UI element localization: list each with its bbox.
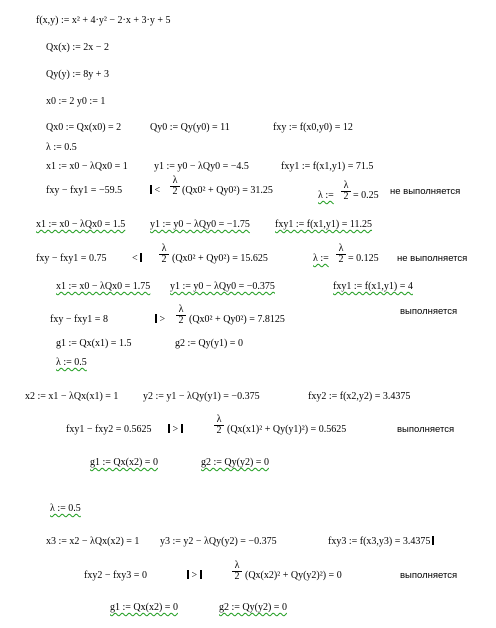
fxy2-step: fxy2 := f(x2,y2) = 3.4375 (308, 391, 411, 402)
difference-2: fxy − fxy1 = 0.75 (36, 253, 107, 264)
lambda-reset-1: λ := 0.5 (56, 357, 87, 368)
difference-1: fxy − fxy1 = −59.5 (46, 185, 123, 196)
lambda-update-b: λ := (313, 253, 329, 264)
status-satisfied-5: выполняется (400, 570, 458, 581)
lambda-update-a-value: = 0.25 (353, 190, 379, 201)
half-lambda-fraction-4: $\frac{\lambda}{2}$ (214, 415, 224, 436)
compare-3: > (155, 314, 165, 326)
y1-step-b: y1 := y0 − λQy0 = −1.75 (150, 219, 250, 230)
half-lambda-fraction-3: $\frac{\lambda}{2}$ (176, 305, 186, 326)
qy-definition: Qy(y) := 8y + 3 (46, 69, 109, 80)
status-satisfied-3: выполняется (400, 306, 458, 317)
rhs-5: (Qx(x2)² + Qy(y2)²) = 0 (245, 570, 342, 581)
x1-step-b: x1 := x0 − λQx0 = 1.5 (36, 219, 126, 230)
function-definition: f(x,y) := x² + 4·y² − 2·x + 3·y + 5 (36, 15, 171, 26)
status-not-satisfied-1: не выполняется (390, 186, 461, 197)
y2-step: y2 := y1 − λQy(y1) = −0.375 (143, 391, 260, 402)
compare-4: > (168, 424, 183, 436)
lambda-initial: λ := 0.5 (46, 142, 77, 153)
half-lambda-fraction-2: $\frac{\lambda}{2}$ (159, 244, 169, 265)
y1-step-c: y1 := y0 − λQy0 = −0.375 (170, 281, 275, 292)
initial-point: x0 := 2 y0 := 1 (46, 96, 106, 107)
rhs-3: (Qx0² + Qy0²) = 7.8125 (189, 314, 285, 325)
y3-step: y3 := y2 − λQy(y2) = −0.375 (160, 536, 277, 547)
half-lambda-fraction-5: $\frac{\lambda}{2}$ (232, 561, 242, 582)
compare-1: < (150, 185, 160, 197)
fxy1-step-b: fxy1 := f(x1,y1) = 11.25 (275, 219, 373, 230)
fxy3-step: fxy3 := f(x3,y3) = 3.4375 (328, 536, 434, 548)
compare-5: > (187, 570, 202, 582)
x1-step-c: x1 := x0 − λQx0 = 1.75 (56, 281, 151, 292)
rhs-4: (Qx(x1)² + Qy(y1)²) = 0.5625 (227, 424, 347, 435)
x1-step-a: x1 := x0 − λQx0 = 1 (46, 161, 128, 172)
fxy1-step-c: fxy1 := f(x1,y1) = 4 (333, 281, 413, 292)
g1-first: g1 := Qx(x1) = 1.5 (56, 338, 132, 349)
difference-4: fxy1 − fxy2 = 0.5625 (66, 424, 152, 435)
x3-step: x3 := x2 − λQx(x2) = 1 (46, 536, 140, 547)
difference-3: fxy − fxy1 = 8 (50, 314, 108, 325)
lambda-update-a: λ := (318, 190, 334, 201)
lambda-update-a-fraction: $\frac{\lambda}{2}$ (341, 181, 351, 202)
rhs-2: (Qx0² + Qy0²) = 15.625 (172, 253, 268, 264)
lambda-reset-2: λ := 0.5 (50, 503, 81, 514)
lambda-update-b-value: = 0.125 (348, 253, 379, 264)
g1-third: g1 := Qx(x2) = 0 (110, 602, 178, 613)
g1-second: g1 := Qx(x2) = 0 (90, 457, 158, 468)
fxy1-step-a: fxy1 := f(x1,y1) = 71.5 (281, 161, 374, 172)
status-not-satisfied-2: не выполняется (397, 253, 468, 264)
g2-second: g2 := Qy(y2) = 0 (201, 457, 269, 468)
status-satisfied-4: выполняется (397, 424, 455, 435)
difference-5: fxy2 − fxy3 = 0 (84, 570, 147, 581)
fxy-value: fxy := f(x0,y0) = 12 (273, 122, 353, 133)
compare-2: < (132, 253, 142, 265)
rhs-1: (Qx0² + Qy0²) = 31.25 (182, 185, 273, 196)
qx-definition: Qx(x) := 2x − 2 (46, 42, 109, 53)
qy0-value: Qy0 := Qy(y0) = 11 (150, 122, 230, 133)
lambda-update-b-fraction: $\frac{\lambda}{2}$ (336, 244, 346, 265)
half-lambda-fraction-1: $\frac{\lambda}{2}$ (170, 176, 180, 197)
y1-step-a: y1 := y0 − λQy0 = −4.5 (154, 161, 249, 172)
g2-first: g2 := Qy(y1) = 0 (175, 338, 243, 349)
g2-third: g2 := Qy(y2) = 0 (219, 602, 287, 613)
x2-step: x2 := x1 − λQx(x1) = 1 (25, 391, 119, 402)
qx0-value: Qx0 := Qx(x0) = 2 (46, 122, 122, 133)
